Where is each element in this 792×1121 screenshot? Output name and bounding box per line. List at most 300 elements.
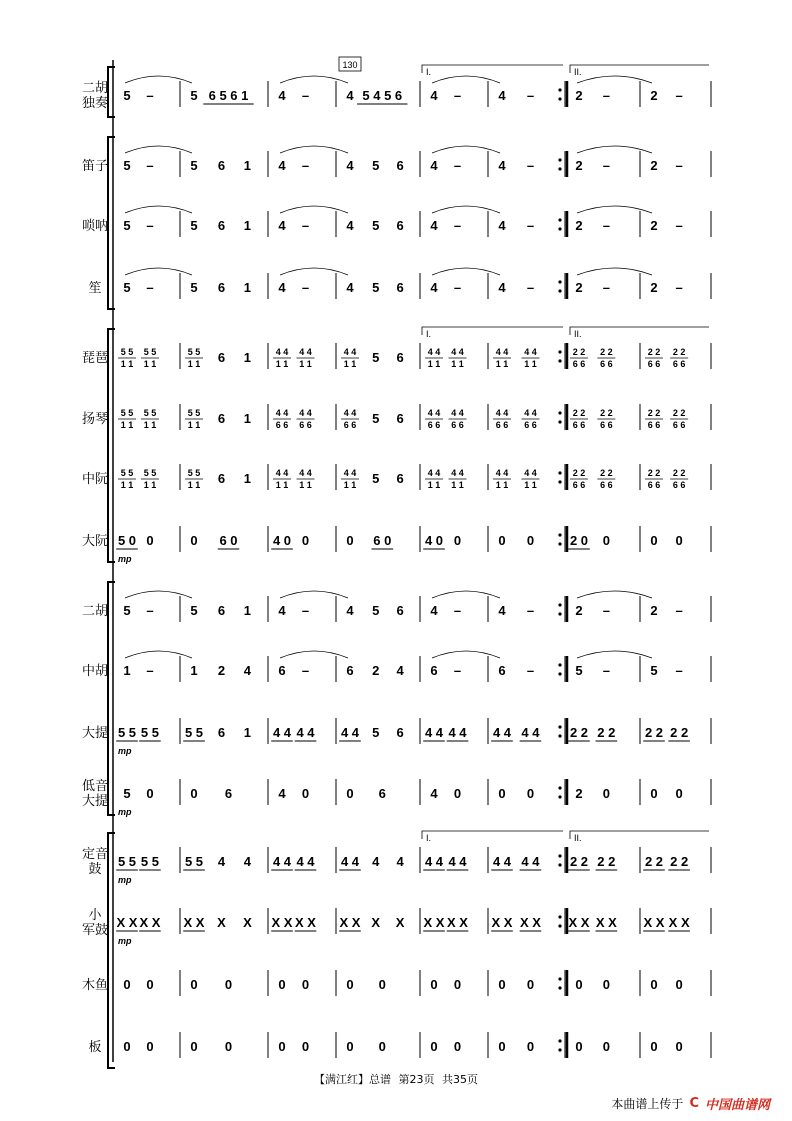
note-top: 2 2 [600, 408, 613, 418]
repeat-dot [558, 734, 561, 737]
slur [432, 76, 500, 83]
note: 1 [243, 725, 252, 740]
note: 0 [526, 977, 535, 992]
note-top: 4 4 [427, 468, 441, 478]
note-bottom: 1 1 [299, 359, 312, 369]
volta-first-label: I. [426, 329, 432, 339]
footer-page: 第23页 [398, 1073, 435, 1086]
instrument-name: 笙 [88, 280, 102, 295]
dash: – [453, 280, 462, 295]
dash: – [453, 663, 462, 678]
site-link[interactable]: 中国曲谱网 [704, 1098, 770, 1113]
note: 4 [278, 88, 286, 103]
dash: – [301, 280, 310, 295]
dash: – [675, 663, 683, 678]
slur [280, 76, 348, 83]
repeat-dot [558, 1048, 561, 1051]
staff-timpani [82, 846, 711, 885]
note: 5 [190, 88, 198, 103]
note-top: 4 4 [275, 468, 289, 478]
note: 0 [190, 1039, 198, 1054]
volta-second-label: II. [574, 833, 582, 843]
volta-bracket [422, 831, 563, 839]
note-top: 4 4 [275, 408, 289, 418]
instrument-name: 定音 [81, 846, 109, 861]
group-bracket [108, 137, 115, 309]
dash: – [146, 603, 154, 618]
note-top: 4 4 [451, 468, 464, 478]
slur [432, 651, 500, 658]
note: 4 [243, 663, 252, 678]
note: 1 [243, 158, 252, 173]
slur [280, 206, 348, 213]
repeat-dot [558, 218, 561, 221]
note: 4 [396, 854, 404, 869]
volta-bracket [422, 65, 563, 73]
note: 0 [650, 533, 658, 548]
note-bottom: 6 6 [343, 420, 357, 430]
staff-pipa [82, 343, 711, 369]
slur [125, 591, 192, 598]
note: 0 [575, 977, 583, 992]
group-bracket [108, 833, 115, 1068]
slur [577, 146, 652, 153]
repeat-dot [558, 786, 561, 789]
dash: – [602, 603, 610, 618]
note: 2 [650, 88, 658, 103]
note: 4 [498, 218, 506, 233]
note-top: 4 4 [495, 347, 509, 357]
repeat-dot [558, 977, 561, 980]
note: 2 2 [597, 725, 616, 740]
note: 0 [675, 977, 683, 992]
note: 4 4 [448, 854, 467, 869]
note: 4 [278, 218, 286, 233]
note: 5 4 5 6 [362, 88, 403, 103]
note-bottom: 6 6 [600, 480, 613, 490]
repeat-dot [558, 167, 561, 170]
volta-first-label: I. [426, 833, 432, 843]
note: 4 4 [448, 725, 467, 740]
instrument-name: 板 [88, 1039, 102, 1054]
staff-zhongruan [82, 464, 711, 490]
staff-daruan [82, 526, 711, 564]
note-bottom: 6 6 [647, 480, 661, 490]
note: 6 [396, 471, 404, 486]
note-top: 4 4 [451, 347, 464, 357]
note-top: 4 4 [427, 408, 441, 418]
note-top: 5 5 [187, 347, 201, 357]
dash: – [301, 88, 310, 103]
repeat-dot [558, 471, 561, 474]
note: 0 [498, 1039, 506, 1054]
note-bottom: 1 1 [120, 359, 134, 369]
dash: – [526, 603, 535, 618]
note: 0 [526, 533, 535, 548]
note: 0 [602, 786, 610, 801]
instrument-name: 独奏 [81, 95, 109, 110]
staff-erhu-solo [82, 76, 711, 110]
note: 5 5 [140, 725, 159, 740]
note: 4 [498, 280, 506, 295]
note: 1 [243, 603, 252, 618]
note-bottom: 1 1 [187, 359, 201, 369]
slur [280, 651, 348, 658]
dynamic-marking: mp [118, 554, 132, 564]
note-bottom: 1 1 [187, 420, 201, 430]
dash: – [675, 88, 683, 103]
repeat-dot [558, 533, 561, 536]
note: 6 5 6 1 [208, 88, 249, 103]
note: X X [423, 915, 445, 930]
note-top: 4 4 [299, 408, 312, 418]
note: 4 [430, 88, 438, 103]
note: 4 4 [521, 854, 540, 869]
note-bottom: 6 6 [275, 420, 289, 430]
note: X X [643, 915, 665, 930]
note: 4 [346, 603, 354, 618]
note: 2 [650, 158, 658, 173]
note: 0 [498, 786, 506, 801]
note: 5 [372, 603, 380, 618]
note: 0 [123, 1039, 131, 1054]
dash: – [146, 663, 154, 678]
repeat-dot [558, 725, 561, 728]
note-top: 2 2 [647, 468, 661, 478]
note-top: 5 5 [120, 468, 134, 478]
note-top: 5 5 [143, 468, 157, 478]
note: 4 [430, 158, 438, 173]
note: 5 5 [117, 725, 137, 740]
instrument-name: 扬琴 [81, 411, 109, 426]
note: 6 [430, 663, 438, 678]
instrument-name: 军鼓 [81, 922, 109, 937]
note-top: 4 4 [524, 408, 537, 418]
dash: – [675, 218, 683, 233]
note: 5 [123, 158, 131, 173]
note: 0 [146, 786, 154, 801]
note: 4 [498, 158, 506, 173]
slur [125, 146, 192, 153]
note-top: 4 4 [427, 347, 441, 357]
dash: – [602, 88, 610, 103]
dash: – [602, 663, 610, 678]
note: 4 [498, 603, 506, 618]
note: X X [491, 915, 513, 930]
note-bottom: 1 1 [143, 359, 157, 369]
note: 4 [346, 158, 354, 173]
note-top: 2 2 [572, 408, 586, 418]
note: 0 [498, 533, 506, 548]
note-bottom: 1 1 [275, 359, 289, 369]
note: 5 [123, 88, 131, 103]
note-top: 4 4 [343, 347, 357, 357]
note-top: 2 2 [572, 347, 586, 357]
note: X X [668, 915, 690, 930]
note: X X [595, 915, 617, 930]
repeat-dot [558, 480, 561, 483]
note: 2 [650, 280, 658, 295]
slur [432, 591, 500, 598]
note-bottom: 6 6 [572, 420, 586, 430]
note: 4 [346, 280, 354, 295]
dash: – [301, 603, 310, 618]
note-bottom: 6 6 [572, 359, 586, 369]
dash: – [526, 280, 535, 295]
note: 4 [278, 786, 286, 801]
note: X X [271, 915, 293, 930]
note: 1 [243, 350, 252, 365]
note: 6 [346, 663, 354, 678]
repeat-dot [558, 663, 561, 666]
slur [125, 206, 192, 213]
instrument-name: 二胡 [81, 80, 109, 95]
note: 6 [396, 158, 404, 173]
note: 1 [123, 663, 131, 678]
note: 4 [278, 603, 286, 618]
note-bottom: 1 1 [143, 420, 157, 430]
note: 6 [217, 725, 226, 740]
note-bottom: 1 1 [343, 359, 357, 369]
staff-dizi [82, 146, 711, 177]
instrument-name: 鼓 [88, 861, 102, 876]
note: X [371, 915, 381, 930]
note: 0 [190, 786, 198, 801]
note: 4 4 [340, 854, 360, 869]
volta-bracket [422, 327, 563, 335]
note: 1 [243, 411, 252, 426]
note-bottom: 6 6 [672, 480, 686, 490]
note-top: 2 2 [672, 468, 686, 478]
note: 5 [372, 218, 380, 233]
note: 6 [217, 471, 226, 486]
note-bottom: 1 1 [275, 480, 289, 490]
staff-muyu [82, 970, 711, 996]
note-bottom: 1 1 [343, 480, 357, 490]
note: 6 [396, 725, 404, 740]
note-top: 2 2 [672, 347, 686, 357]
note: X X [519, 915, 541, 930]
instrument-name: 中阮 [81, 471, 109, 486]
note: 4 4 [492, 854, 512, 869]
dash: – [675, 603, 683, 618]
note-bottom: 6 6 [647, 359, 661, 369]
dash: – [526, 88, 535, 103]
note: 4 [430, 603, 438, 618]
note: 6 [396, 411, 404, 426]
note: 4 4 [424, 854, 444, 869]
note: 0 [453, 786, 462, 801]
note: 0 [602, 1039, 610, 1054]
note: 4 4 [424, 725, 444, 740]
note: 0 [650, 977, 658, 992]
note: 0 [301, 533, 310, 548]
measure-number [339, 57, 361, 71]
note: 2 2 [670, 854, 689, 869]
volta-first-label: I. [426, 67, 432, 77]
note: 4 4 [296, 725, 315, 740]
note-bottom: 1 1 [143, 480, 157, 490]
dash: – [301, 663, 310, 678]
note: 0 [675, 1039, 683, 1054]
note: 2 2 [644, 854, 664, 869]
note: 5 [650, 663, 658, 678]
note: 6 [396, 350, 404, 365]
repeat-dot [558, 411, 561, 414]
note: 0 [346, 533, 354, 548]
note: 0 [190, 977, 198, 992]
note-bottom: 6 6 [600, 359, 613, 369]
note: X X [116, 915, 138, 930]
note-bottom: 6 6 [299, 420, 312, 430]
note: 5 5 [184, 854, 204, 869]
note: 0 [278, 977, 286, 992]
note: 5 [575, 663, 583, 678]
note: 6 [217, 350, 226, 365]
note: 2 [575, 603, 583, 618]
note: 4 [430, 786, 438, 801]
note: 5 [123, 786, 131, 801]
note: 0 [430, 1039, 438, 1054]
slur [577, 591, 652, 598]
note-bottom: 1 1 [451, 480, 464, 490]
note: X X [139, 915, 161, 930]
repeat-dot [558, 359, 561, 362]
note-bottom: 6 6 [427, 420, 441, 430]
note: 4 4 [272, 725, 292, 740]
dash: – [146, 88, 154, 103]
note: 0 [224, 1039, 233, 1054]
instrument-name: 二胡 [81, 603, 109, 618]
note: 1 [243, 280, 252, 295]
note: X X [295, 915, 316, 930]
note: 0 [123, 977, 131, 992]
note: 0 [675, 786, 683, 801]
group-bracket [108, 582, 115, 815]
note-top: 4 4 [495, 408, 509, 418]
slur [577, 651, 652, 658]
dash: – [526, 158, 535, 173]
note: 2 [650, 603, 658, 618]
note: 0 [346, 977, 354, 992]
note: 0 [346, 1039, 354, 1054]
repeat-dot [558, 158, 561, 161]
note: 4 [278, 158, 286, 173]
note-top: 4 4 [275, 347, 289, 357]
note: 0 [301, 977, 310, 992]
note: 0 [602, 977, 610, 992]
footer-title: 【满江红】总谱 [314, 1073, 391, 1086]
note-top: 5 5 [120, 347, 134, 357]
measure-number-label: 130 [342, 60, 358, 70]
dash: – [146, 218, 154, 233]
note-bottom: 6 6 [647, 420, 661, 430]
note: 0 [453, 977, 462, 992]
note: 2 [575, 158, 583, 173]
note: 5 [372, 471, 380, 486]
note-top: 5 5 [143, 347, 157, 357]
note: X [243, 915, 252, 930]
note: 6 [396, 218, 404, 233]
dash: – [602, 218, 610, 233]
repeat-dot [558, 672, 561, 675]
note: 4 0 [424, 533, 444, 548]
note: 6 [217, 603, 226, 618]
site-logo-icon: C [689, 1096, 699, 1111]
note: 0 [301, 786, 310, 801]
note: 5 [372, 411, 380, 426]
note: 6 [217, 280, 226, 295]
repeat-dot [558, 863, 561, 866]
instrument-name: 大提 [81, 725, 109, 740]
note: 2 [575, 280, 583, 295]
instrument-name: 大提 [81, 793, 109, 808]
note-top: 2 2 [647, 347, 661, 357]
note: 0 [378, 1039, 386, 1054]
instrument-name: 唢呐 [81, 218, 109, 233]
note: 0 [453, 1039, 462, 1054]
note: 2 [575, 218, 583, 233]
note: 5 [190, 280, 198, 295]
note: 1 [243, 218, 252, 233]
note: X X [447, 915, 468, 930]
note: 5 [123, 603, 131, 618]
note-bottom: 1 1 [451, 359, 464, 369]
note: 4 [430, 280, 438, 295]
note: 1 [243, 471, 252, 486]
note: 2 2 [597, 854, 616, 869]
dash: – [675, 158, 683, 173]
note: 4 [278, 280, 286, 295]
note: 2 2 [670, 725, 689, 740]
repeat-dot [558, 612, 561, 615]
note-bottom: 6 6 [524, 420, 537, 430]
note: 0 [526, 1039, 535, 1054]
instrument-name: 低音 [81, 778, 109, 793]
repeat-dot [558, 289, 561, 292]
note: 0 [675, 533, 683, 548]
note: 2 2 [569, 725, 589, 740]
instrument-name: 木鱼 [81, 977, 109, 992]
note: X X [568, 915, 590, 930]
note: 0 [526, 786, 535, 801]
instrument-name: 大阮 [81, 533, 109, 548]
repeat-dot [558, 280, 561, 283]
note-bottom: 6 6 [572, 480, 586, 490]
note: 2 [372, 663, 380, 678]
note: 1 [190, 663, 198, 678]
note: 6 [278, 663, 286, 678]
note: 0 [453, 533, 462, 548]
note: 6 [396, 603, 404, 618]
note: 4 [346, 88, 354, 103]
note-top: 2 2 [600, 468, 613, 478]
repeat-dot [558, 88, 561, 91]
note-top: 4 4 [524, 468, 537, 478]
note-bottom: 1 1 [120, 480, 134, 490]
group-bracket [108, 329, 115, 562]
note: 0 [146, 533, 154, 548]
note: 2 [575, 88, 583, 103]
note-top: 4 4 [524, 347, 537, 357]
note: 0 [146, 1039, 154, 1054]
staff-bass [82, 778, 711, 817]
volta-second-label: II. [574, 329, 582, 339]
note: 2 2 [569, 854, 589, 869]
note: 2 [217, 663, 226, 678]
slur [280, 268, 348, 275]
note: 6 [396, 280, 404, 295]
